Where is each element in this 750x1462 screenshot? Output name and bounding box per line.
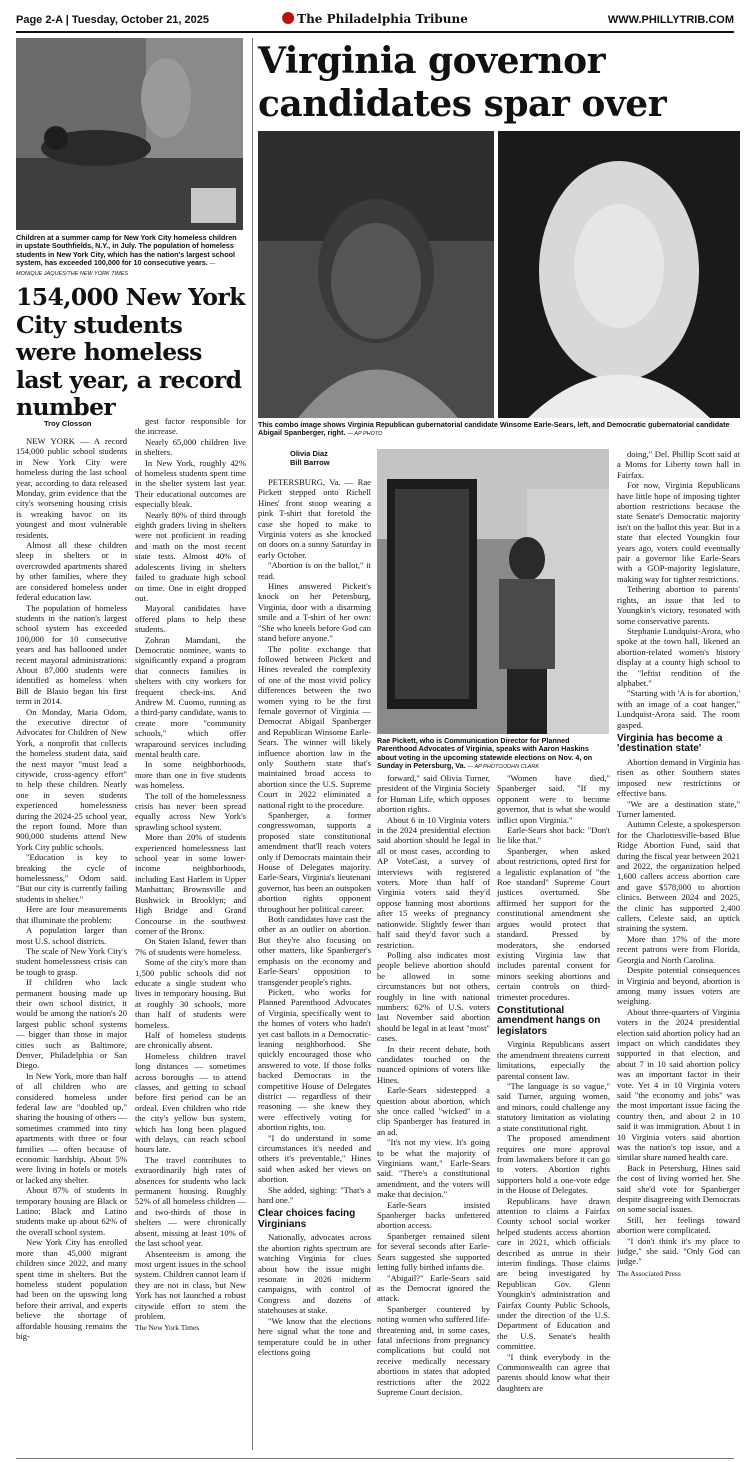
right-column-4 bbox=[617, 449, 740, 1458]
paragraph: gest factor responsible for the increase. bbox=[135, 416, 246, 437]
caption-text: Rae Pickett, who is Communication Director for Planned Parenthood Advocates of Virginia, speaks with Aaron Haskins about voting in the upcoming statewide elections on Nov. 4, on Sunday in Petersburg, Va. bbox=[377, 736, 593, 771]
paragraph: The population of homeless students in the nation's largest school system has exceeded 100,000 for 10 consecutive years and has ballooned under recent mayoral administrations: About 87,000 students were identified as homeless when Bill de Blasio began his first term in 2014. bbox=[16, 602, 127, 707]
right-headline: Virginia governor candidates spar over bbox=[258, 40, 667, 125]
masthead bbox=[282, 12, 468, 26]
subheading: Constitutional amendment hangs on legislators bbox=[497, 1004, 601, 1037]
byline-author-1: Olivia Diaz bbox=[290, 449, 328, 458]
paragraph: Republicans have drawn attention to claims a Fairfax County school social worker helped students access abortion care in 2021, which officials described as untrue in their interim findings. Those claims are being investigated by Republican Gov. Glenn Youngkin's administration and Fairfax County Public Schools, under the direction of the U.S. Department of Education and the U.S. Senate's health committee. bbox=[497, 1195, 610, 1352]
paragraph: Spanberger, when asked about restrictions, opted first for a legalistic explanation of "the Roe standard" Supreme Court justices overturned. She affirmed her support for the constitutional amendment she argues would protect that standard. Pressed by moderators, she endorsed existing Virginia law that includes parental consent for minors seeking abortions and certain controls on third-trimester procedures. bbox=[497, 845, 610, 1002]
paragraph: Spanberger remained silent for several seconds after Earle-Sears suggested she supported letting fully birthed infants die. bbox=[377, 1230, 490, 1273]
page-info: Page 2-A | Tuesday, October 21, 2025 bbox=[16, 14, 210, 26]
header-rule bbox=[16, 31, 734, 33]
masthead-title: The Philadelphia Tribune bbox=[297, 12, 468, 26]
paragraph: Earle-Sears shot back: "Don't lie like that." bbox=[497, 825, 610, 846]
paragraph: "Starting with 'A is for abortion,' with an image of a coat hanger," Lundquist-Arora said. The room gasped. bbox=[617, 688, 740, 730]
paragraph: Spanberger, a former congresswoman, supports a proposed state constitutional amendment that'll reach voters only if Democrats maintain their House of Delegates majority. Earle-Sears, Virginia's lieutenant governor, has been an outspoken abortion rights opponent throughout her political career. bbox=[258, 810, 371, 914]
paragraph: Both candidates have cast the other as an outlier on abortion. But they're also focusing on other matters, like Spanberger's emphasis on the economy and Earle-Sears' opposition to transgender people's rights. bbox=[258, 914, 371, 987]
candidates-caption bbox=[258, 421, 740, 439]
canvassing-illustration bbox=[377, 449, 609, 734]
paragraph: More than 20% of students experienced homelessness last school year in some lower-income neighborhoods, including East Harlem in Upper Manhattan; Brownsville and Bushwick in Brooklyn; and High Bridge and Grand Concourse in the southwest corner of the Bronx. bbox=[135, 832, 246, 936]
paragraph: forward," said Olivia Turner, president of the Virginia Society for Human Life, which opposes abortion rights. bbox=[377, 773, 490, 815]
earle-sears-photo bbox=[258, 131, 494, 418]
spanberger-photo bbox=[498, 131, 740, 418]
paragraph: Earle-Sears sidestepped a question about abortion, which she once called "wicked" in a clip Spanberger has featured in an ad. bbox=[377, 1085, 490, 1137]
paragraph: NEW YORK — A record 154,000 public school students in New York City were homeless during the last school year, according to data released Monday, grim evidence that the city's worsening housing crisis is wreaking havoc on its youngest and most vulnerable residents. bbox=[16, 436, 127, 540]
paragraph: Back in Petersburg, Hines said the cost of living worried her. She said she'd vote for Spanberger despite disagreeing with Democrats on some social issues. bbox=[617, 1162, 740, 1215]
subheading: Clear choices facing Virginians bbox=[258, 1208, 356, 1230]
paragraph: Here are four measurements that illuminate the problem: bbox=[16, 904, 127, 925]
paragraph: On Staten Island, fewer than 7% of students were homeless. bbox=[135, 936, 246, 957]
paragraph: "I do understand in some circumstances it's needed and others it's preventable," Hines said when asked her views on abortion. bbox=[258, 1132, 371, 1185]
paragraph: "It's not my view. It's going to be what the majority of Virginians want," Earle-Sears said. "There's a constitutional amendment, and the voters will make that decision." bbox=[377, 1137, 490, 1200]
paragraph: Abortion demand in Virginia has risen as other Southern states imposed new restrictions or effective bans. bbox=[617, 756, 740, 799]
paragraph: "We know that the elections here signal what the tone and temperature could be in other elections going bbox=[258, 1315, 371, 1357]
paragraph: About 6 in 10 Virginia voters in the 2024 presidential election said abortion should be legal in all or most cases, according to AP VoteCast, a survey of interviews with registered voters. More than half of Virginia voters said they'd oppose banning most abortions after 15 weeks of pregnancy nationwide. Slightly fewer than half said they'd favor such a restriction. bbox=[377, 814, 490, 950]
paragraph: More than 17% of the more recent patrons were from Florida, Georgia and North Carolina. bbox=[617, 933, 740, 965]
paragraph: The polite exchange that followed between Pickett and Hines revealed the complexity of one of the most vivid policy differences between the two women vying to be the first female governor of Virginia — Democrat Abigail Spanberger and Republican Winsome Earle-Sears. The winner will likely influence abortion law in the only Southern state that's maintained broad access to abortion since the U.S. Supreme Court in 2022 eliminated a national right to the procedure. bbox=[258, 643, 371, 810]
paragraph: "I don't think it's my place to judge," she said. "Only God can judge." bbox=[617, 1235, 740, 1267]
spanberger-portrait bbox=[498, 131, 740, 418]
signoff: The Associated Press bbox=[617, 1268, 681, 1278]
right-column-2 bbox=[377, 773, 490, 1458]
paragraph: Polling also indicates most people believe abortion should be allowed in some circumstances but not others, roughly in line with national numbers: 62% of U.S. voters last November said abortion should be legal in at least "most" cases. bbox=[377, 949, 490, 1044]
earle-sears-portrait bbox=[258, 131, 494, 418]
byline-author-2: Bill Barrow bbox=[290, 458, 330, 467]
paragraph: Mayoral candidates have offered plans to help these students. bbox=[135, 603, 246, 635]
paragraph: Spanberger countered by noting women who suffered life-threatening and, in some cases, fatal infections from pregnancy complications but could not receive medically necessary abortions in states that adopted restrictions after the 2022 Supreme Court decision. bbox=[377, 1303, 490, 1397]
paragraph: doing," Del. Phillip Scott said at a Moms for Liberty town hall in Fairfax. bbox=[617, 449, 740, 480]
caption-text: This combo image shows Virginia Republican gubernatorial candidate Winsome Earle-Sears, left, and Democratic gubernatorial candidate Abigail Spanberger, right. bbox=[258, 420, 730, 438]
summer-camp-caption bbox=[16, 234, 243, 278]
paragraph: "We are a destination state," Turner lamented. bbox=[617, 798, 740, 819]
paragraph: About three-quarters of Virginia voters in the 2024 presidential election said abortion policy had an impact on which candidates they supported in that election, and about 7 in 10 said abortion policy was an important factor in their vote. Yet 4 in 10 Virginia voters said "the economy and jobs" was the most important issue facing the country then, and about 2 in 10 said it was immigration. About 1 in 10 Virginia voters said abortion was the nation's top issue, and a similar share named health care. bbox=[617, 1006, 740, 1163]
right-column-3 bbox=[497, 773, 610, 1458]
website-link[interactable]: WWW.PHILLYTRIB.COM bbox=[607, 14, 734, 26]
canvassing-photo bbox=[377, 449, 609, 734]
paragraph: The toll of the homelessness crisis has never been spread equally across New York's sprawling school system. bbox=[135, 790, 246, 832]
paragraph: For now, Virginia Republicans have little hope of imposing tighter abortion restrictions because the state Senate's Democratic majority isn't on the ballot this year. But in a state that elected Youngkin four years ago, voters could eventually pair a governor like Earle-Sears with a GOP-majority legislature, making way for tighter restrictions. bbox=[617, 480, 740, 584]
paragraph: Nationally, advocates across the abortion rights spectrum are watching Virginia for clues about how the issue might resonate in 2026 midterm campaigns, with control of Congress and dozens of statehouses at stake. bbox=[258, 1232, 371, 1316]
paragraph: "The language is so vague," said Turner, arguing women, and minors, could challenge any statutory limitation as violating a state constitutional right. bbox=[497, 1081, 610, 1133]
paragraph: Nearly 80% of third through eighth graders living in shelters were not proficient in reading and math on the most recent state tests. Almost 40% of adolescents living in shelters failed to graduate high school on time. One in eight dropped out. bbox=[135, 509, 246, 603]
paragraph: About 87% of students in temporary housing are Black or Latino; Black and Latino students make up about 62% of the overall school system. bbox=[16, 1185, 127, 1237]
paragraph: Homeless children travel long distances — sometimes across boroughs — to attend classes, and getting to school before first period can be an ordeal. Even children who ride the city's yellow bus system, which has long been plagued with delays, can reach school hours late. bbox=[135, 1050, 246, 1155]
canvassing-caption bbox=[377, 737, 609, 772]
paragraph: She added, sighing: "That's a hard one." bbox=[258, 1184, 371, 1206]
tribune-logo-icon bbox=[282, 12, 294, 24]
paragraph: "I think everybody in the Commonwealth can agree that parents should know what their daughters are bbox=[497, 1351, 610, 1393]
summer-camp-illustration bbox=[16, 38, 243, 230]
paragraph: Half of homeless students are chronically absent. bbox=[135, 1029, 246, 1051]
left-byline: Troy Closson bbox=[44, 419, 92, 428]
photo-credit: — AP PHOTO bbox=[347, 431, 383, 438]
photo-credit: — AP PHOTO/JOHN CLARK bbox=[467, 764, 539, 771]
paragraph: Hines answered Pickett's knock on her Petersburg, Virginia, door with a disarming smile and a T-shirt of her own: "She who kneels before God can stand before anyone." bbox=[258, 581, 371, 644]
paragraph: In some neighborhoods, more than one in five students was homeless. bbox=[135, 759, 246, 791]
summer-camp-photo bbox=[16, 38, 243, 230]
paragraph: The travel contributes to extraordinarily high rates of absences for students who lack permanent housing. Roughly 52% of all homeless children — and two-thirds of those in shelters — were chronically absent, missing at least 10% of the last school year. bbox=[135, 1154, 246, 1249]
paragraph: The proposed amendment requires one more approval from lawmakers before it can go to voters. Abortion rights supporters hold a one-vote edge in the House of Delegates. bbox=[497, 1133, 610, 1196]
paragraph: A population larger than most U.S. school districts. bbox=[16, 925, 127, 946]
right-byline bbox=[290, 449, 330, 467]
paragraph: Zohran Mamdani, the Democratic nominee, wants to significantly expand a program that connects families in shelters with city workers for frequent check-ins. And Andrew M. Cuomo, running as a third-party candidate, wants to create more "community schools," which offer wraparound services including mental health care. bbox=[135, 634, 246, 759]
paragraph: The scale of New York City's student homelessness crisis can be tough to grasp. bbox=[16, 945, 127, 977]
paragraph: Stephanie Lundquist-Arora, who spoke at the town hall, likened an abortion-related women's history display at a county high school to the "leftist rendition of the alphabet." bbox=[617, 625, 740, 688]
paragraph: In their recent debate, both candidates touched on the nuanced opinions of voters like Hines. bbox=[377, 1043, 490, 1085]
footer-rule bbox=[16, 1458, 734, 1459]
column-divider bbox=[252, 38, 253, 1450]
paragraph: Despite potential consequences in Virginia and beyond, abortion is among many issues voters are weighing. bbox=[617, 965, 740, 1007]
page-header bbox=[16, 10, 734, 32]
paragraph: Pickett, who works for Planned Parenthood Advocates of Virginia, specifically went to the homes of voters who hadn't yet cast ballots in a Democratic-leaning neighborhood. She quickly encouraged those who answered to vote. If those folks backed Democrats in the competitive House of Delegates district — regardless of their reasoning — she knew they were effectively voting for abortion rights, too. bbox=[258, 986, 371, 1133]
signoff: The New York Times bbox=[135, 1323, 200, 1333]
paragraph: PETERSBURG, Va. — Rae Pickett stepped onto Richell Hines' front stoop wearing a pink T-shirt that foretold the case she hoped to make to Virginia voters as she knocked on doors on a sunny Saturday in early October. bbox=[258, 477, 371, 560]
paragraph: On Monday, Maria Odom, the executive director of Advocates for Children of New York, a nonprofit that collects the homeless student data, said the next mayor "must lead a citywide, cross-agency effort" to help these children. Nearly one in seven students experienced homelessness during the 2024-25 school year, the report found. More than 900,000 students attend New York City public schools. bbox=[16, 706, 127, 852]
paragraph: Absenteeism is among the most urgent issues in the school system. Children cannot learn if they are not in class, but New York has not launched a robust citywide effort to stem the problem. bbox=[135, 1248, 246, 1321]
left-column-1 bbox=[16, 436, 127, 1458]
caption-text: Children at a summer camp for New York City homeless children in upstate Southfields, N.Y., in July. The population of homeless students in New York City, which has the nation's largest school system, has exceeded 100,000 for 10 consecutive years. bbox=[16, 233, 237, 268]
paragraph: Earle-Sears insisted Spanberger backs unfettered abortion access. bbox=[377, 1199, 490, 1231]
left-column-2 bbox=[135, 416, 246, 1458]
photo-credit: — MONIQUE JAQUES/THE NEW YORK TIMES bbox=[16, 261, 216, 277]
paragraph: "Education is key to breaking the cycle of homelessness," Odom said. "But our city is currently failing students in shelter." bbox=[16, 852, 127, 904]
paragraph: Tethering abortion to parents' rights, an issue that led to Youngkin's victory, resonated with some conservative parents. bbox=[617, 584, 740, 626]
paragraph: If children who lack permanent housing made up their own school district, it would be among the nation's 20 largest public school systems — bigger than those in major cities such as Baltimore, Denver, Philadelphia or San Diego. bbox=[16, 977, 127, 1071]
left-headline: 154,000 New York City students were homeless last year, a record number bbox=[16, 283, 245, 421]
paragraph: "Abigail?" Earle-Sears said as the Democrat ignored the attack. bbox=[377, 1272, 490, 1304]
paragraph: Almost all these children sleep in shelters or in overcrowded apartments shared by other families, where they are considered homeless under federal education law. bbox=[16, 540, 127, 603]
paragraph: In New York, more than half of all children who are considered homeless under federal law are "doubled up," sharing the housing of others — sometimes crammed into tiny apartments with three or four families — often because of economic hardship. About 5% were living in hotels or motels or lacked any shelter. bbox=[16, 1070, 127, 1185]
paragraph: New York City has enrolled more than 45,000 migrant children since 2022, and many spent time in shelters. But the homeless student population had been on the upswing long before their arrival, and experts believe the shortage of affordable housing remains the big- bbox=[16, 1237, 127, 1341]
paragraph: "Women have died," Spanberger said. "If my opponent were to become governor, that is what she would inflict upon Virginia." bbox=[497, 773, 610, 825]
paragraph: Autumn Celeste, a spokesperson for the Charlottesville-based Blue Ridge Abortion Fund, said that during the fiscal year between 2021 and 2022, the organization helped 1,600 callers access abortion care and gave $578,000 to abortion clinics. Between 2024 and 2025, the clinic has supported 2,400 callers, Celeste said, an uptick straining the system. bbox=[617, 819, 740, 934]
paragraph: Nearly 65,000 children live in shelters. bbox=[135, 436, 246, 458]
right-column-1 bbox=[258, 477, 371, 1458]
paragraph: Still, her feelings toward abortion were complicated. bbox=[617, 1214, 740, 1236]
paragraph: Some of the city's more than 1,500 public schools did not educate a single student who lives in temporary housing. But at roughly 30 schools, more than half of students were homeless. bbox=[135, 957, 246, 1030]
paragraph: Virginia Republicans assert the amendment threatens current limitations, especially the parental consent law. bbox=[497, 1039, 610, 1081]
paragraph: In New York, roughly 42% of homeless students spent time in the shelter system last year. Their educational outcomes are especially bleak. bbox=[135, 457, 246, 510]
paragraph: "Abortion is on the ballot," it read. bbox=[258, 560, 371, 581]
subheading: Virginia has become a 'destination state' bbox=[617, 732, 723, 755]
